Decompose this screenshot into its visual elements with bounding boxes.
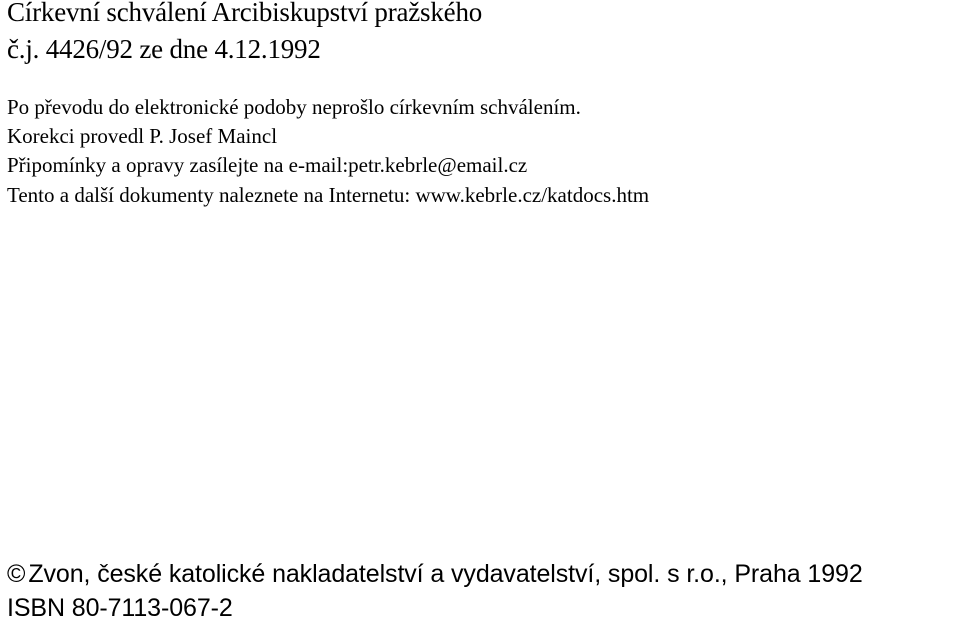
isbn-text: ISBN 80-7113-067-2 — [7, 594, 233, 622]
copyright-line — [7, 560, 863, 589]
contact-email-note: Připomínky a opravy zasílejte na e-mail:petr.kebrle@email.cz — [7, 153, 528, 177]
approval-reference: č.j. 4426/92 ze dne 4.12.1992 — [7, 34, 321, 64]
copyright-icon: © — [7, 560, 26, 588]
publisher-text: Zvon, české katolické nakladatelství a vydavatelství, spol. s r.o., Praha 1992 — [28, 560, 863, 588]
approval-title: Církevní schválení Arcibiskupství pražského — [7, 0, 483, 27]
internet-documents-note: Tento a další dokumenty naleznete na Internetu: www.kebrle.cz/katdocs.htm — [7, 183, 650, 207]
conversion-note: Po převodu do elektronické podoby neprošlo církevním schválením. — [7, 95, 581, 119]
correction-note: Korekci provedl P. Josef Maincl — [7, 124, 278, 148]
